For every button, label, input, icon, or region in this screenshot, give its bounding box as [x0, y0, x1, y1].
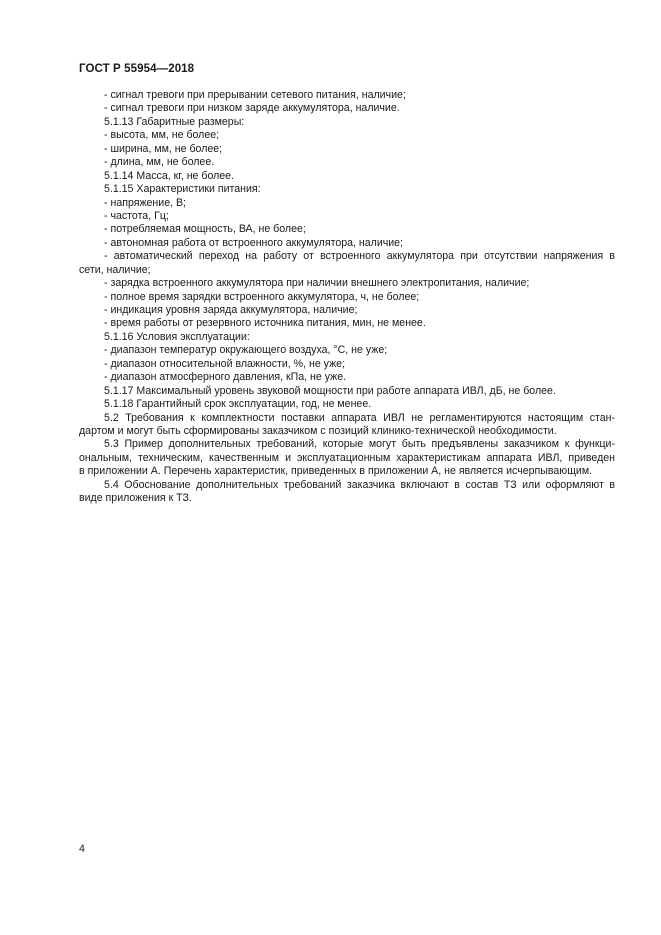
- text-line: 5.2 Требования к комплектности поставки аппарата ИВЛ не регламентируются настоящим стан-: [104, 411, 615, 424]
- text-line: - полное время зарядки встроенного аккумулятора, ч, не более;: [104, 290, 420, 303]
- text-line: в приложении А. Перечень характеристик, приведенных в приложении А, не является исчерпывающим.: [79, 465, 593, 478]
- text-line: 5.1.15 Характеристики питания:: [104, 183, 261, 196]
- text-line: - частота, Гц;: [104, 209, 169, 222]
- text-line: - диапазон атмосферного давления, кПа, не уже.: [104, 371, 347, 384]
- text-line: виде приложения к ТЗ.: [79, 492, 192, 505]
- text-line: - длина, мм, не более.: [104, 156, 215, 169]
- document-body: [79, 89, 615, 506]
- text-line: - напряжение, В;: [104, 196, 186, 209]
- text-line: - высота, мм, не более;: [104, 129, 220, 142]
- text-line: 5.1.16 Условия эксплуатации:: [104, 330, 250, 343]
- text-line: сети, наличие;: [79, 263, 151, 276]
- text-line: 5.1.17 Максимальный уровень звуковой мощности при работе аппарата ИВЛ, дБ, не более.: [104, 384, 556, 397]
- text-line: - автономная работа от встроенного аккумулятора, наличие;: [104, 236, 404, 249]
- text-line: 5.1.13 Габаритные размеры:: [104, 115, 245, 128]
- text-line: - индикация уровня заряда аккумулятора, наличие;: [104, 304, 358, 316]
- text-line: - время работы от резервного источника питания, мин, не менее.: [104, 317, 426, 330]
- text-line: 5.3 Пример дополнительных требований, которые могут быть предъявлены заказчиком к функци-: [104, 438, 615, 451]
- text-line: ональным, техническим, качественным и эксплуатационным характеристикам аппарата ИВЛ, приведен: [79, 451, 615, 464]
- document-header: ГОСТ Р 55954—2018: [79, 63, 195, 75]
- text-line: 5.1.18 Гарантийный срок эксплуатации, год, не менее.: [104, 398, 372, 411]
- text-line: - автоматический переход на работу от встроенного аккумулятора при отсутствии напряжения в: [104, 250, 615, 263]
- text-line: - потребляемая мощность, ВА, не более;: [104, 223, 306, 236]
- text-line: - ширина, мм, не более;: [104, 142, 223, 155]
- page-number: 4: [79, 843, 85, 855]
- text-line: - сигнал тревоги при низком заряде аккумулятора, наличие.: [104, 102, 400, 115]
- text-line: 5.1.14 Масса, кг, не более.: [104, 169, 235, 182]
- text-line: 5.4 Обоснование дополнительных требований заказчика включают в состав ТЗ или оформляют в: [104, 478, 615, 491]
- text-line: дартом и могут быть сформированы заказчиком с позиций клинико-технической необходимости.: [79, 424, 557, 437]
- text-line: - сигнал тревоги при прерывании сетевого питания, наличие;: [104, 89, 406, 101]
- text-line: - зарядка встроенного аккумулятора при наличии внешнего электропитания, наличие;: [104, 277, 530, 290]
- text-line: - диапазон относительной влажности, %, не уже;: [104, 357, 346, 370]
- text-line: - диапазон температур окружающего воздуха, °С, не уже;: [104, 344, 388, 357]
